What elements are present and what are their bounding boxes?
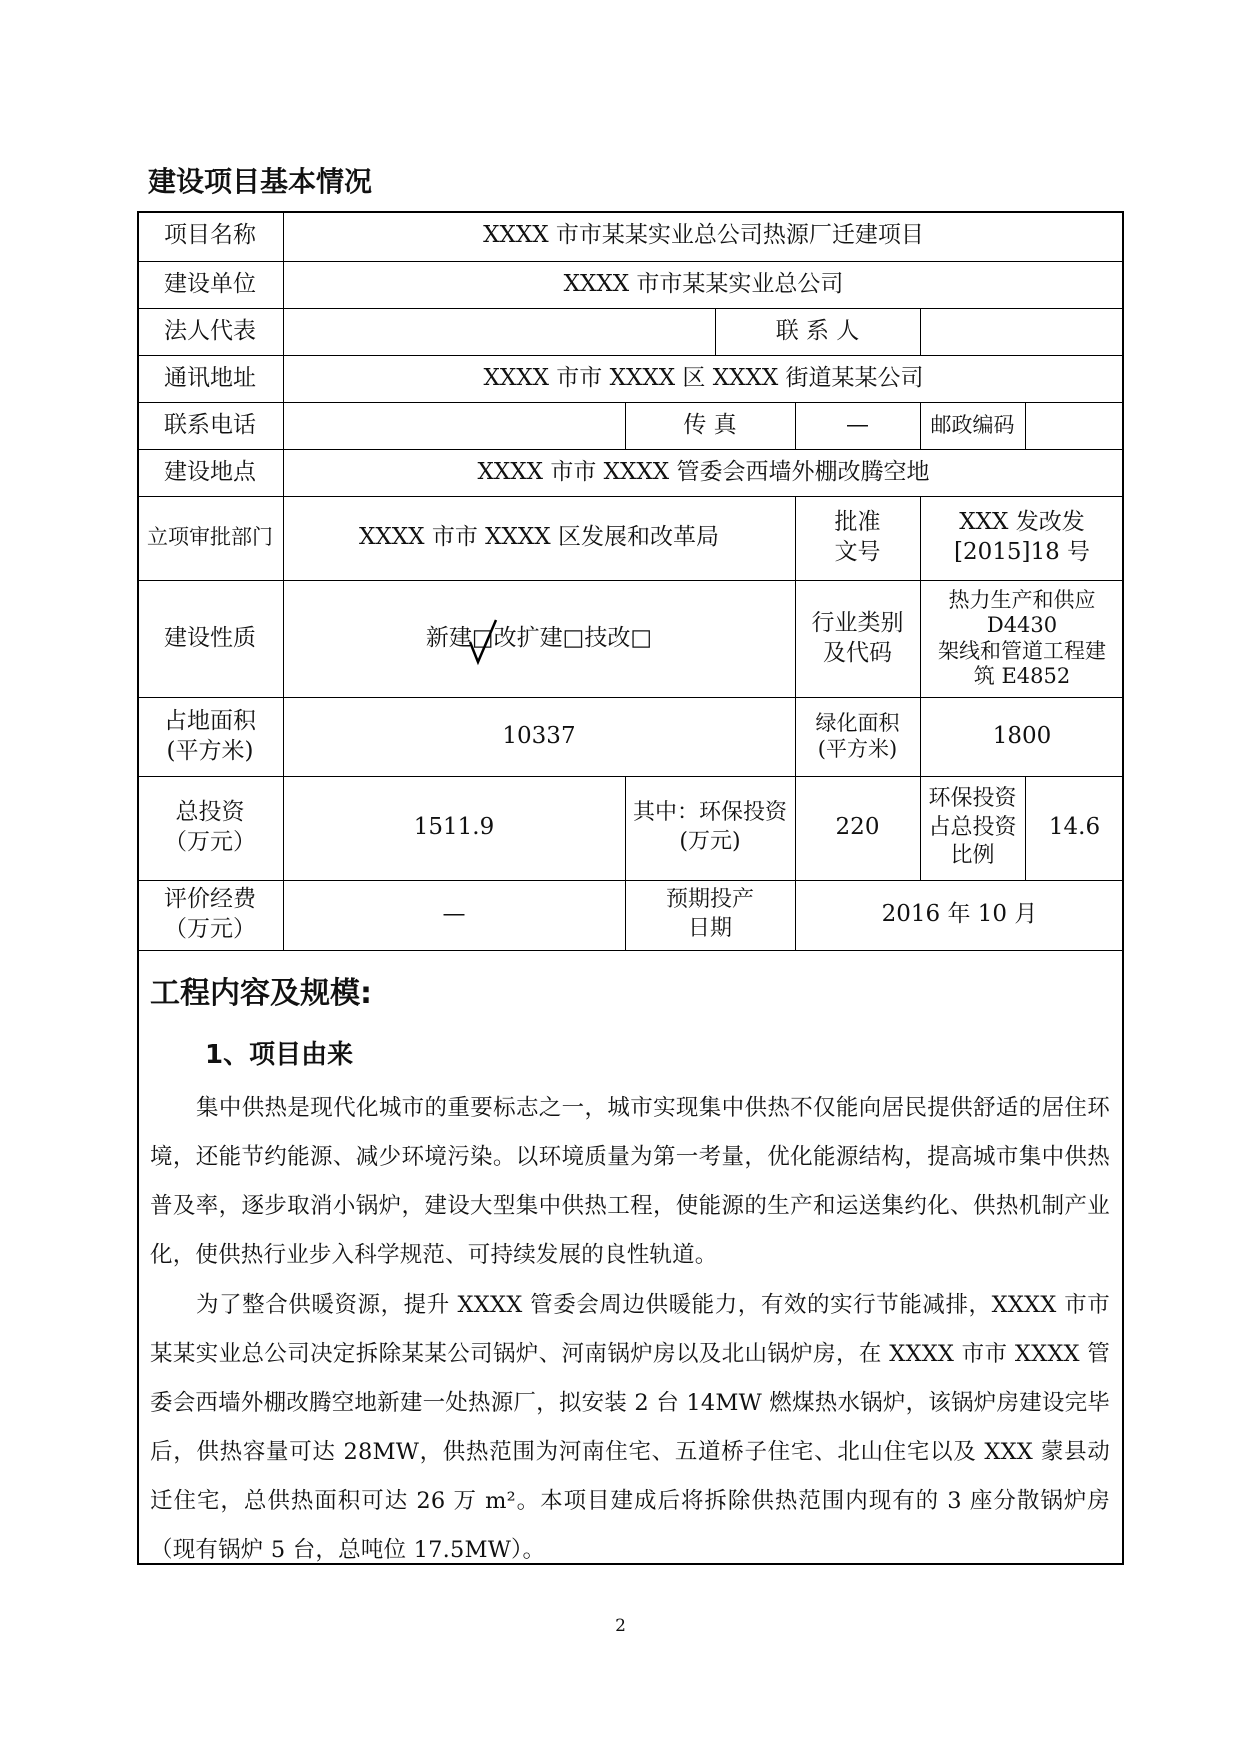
industry-line: 架线和管道工程建	[938, 638, 1106, 663]
industry-line: D4430	[986, 613, 1058, 638]
date-label-line: 预期投产	[665, 887, 754, 913]
green-label-line: 绿化面积	[815, 711, 900, 736]
area-label-line: (平方米)	[166, 737, 254, 764]
env-invest-value: 220	[835, 814, 880, 841]
checkmark-icon	[468, 618, 498, 666]
fax-value: —	[846, 411, 869, 438]
legal-rep-label: 法人代表	[164, 317, 256, 344]
env-ratio-label	[920, 776, 1025, 880]
paragraph: 集中供热是现代化城市的重要标志之一，城市实现集中供热不仅能向居民提供舒适的居住环境，还能节约能源、减少环境污染。以环境质量为第一考量，优化能源结构，提高城市集中供热普及率，逐步取消小锅炉，建设大型集中供热工程，使能源的生产和运送集约化、供热机制产业化，使供热行业步入科学规范、可持续发展的良性轨道。	[150, 1095, 1110, 1268]
green-label-line: (平方米)	[817, 736, 898, 761]
contact-label: 联 系 人	[775, 317, 860, 344]
approval-no-line: XXX 发改发	[959, 509, 1085, 536]
date-label	[625, 880, 795, 950]
invest-label-line: 总投资	[175, 799, 245, 826]
industry-label-line: 行业类别	[811, 609, 904, 636]
approval-no-line: [2015]18 号	[953, 539, 1091, 565]
approval-no-label-line: 文号	[834, 539, 881, 565]
invest-label	[137, 776, 283, 880]
page-number: 2	[615, 1616, 626, 1636]
invest-value: 1511.9	[413, 814, 495, 841]
approval-no-value	[920, 496, 1124, 580]
date-value: 2016 年 10 月	[881, 901, 1038, 928]
legal-rep-value	[283, 308, 715, 355]
env-ratio-label-line: 环保投资	[928, 786, 1017, 812]
env-ratio-label-line: 比例	[950, 843, 995, 869]
date-label-line: 日期	[687, 916, 732, 941]
row-divider	[137, 950, 1124, 951]
approval-dept-value: XXXX 市市 XXXX 区发展和改革局	[359, 524, 719, 551]
site-label: 建设地点	[164, 458, 256, 485]
green-label	[795, 697, 920, 776]
env-invest-label-line: 其中：环保投资	[632, 800, 787, 826]
contact-value	[920, 308, 1124, 355]
fax-label: 传 真	[683, 411, 737, 438]
env-invest-label-line: (万元)	[679, 829, 741, 854]
industry-label	[795, 580, 920, 697]
industry-line: 筑 E4852	[973, 663, 1071, 688]
approval-no-label	[795, 496, 920, 580]
approval-no-label-line: 批准	[834, 509, 881, 536]
industry-label-line: 及代码	[823, 639, 892, 666]
phone-label: 联系电话	[164, 411, 256, 438]
page-heading: 建设项目基本情况	[148, 165, 373, 198]
postcode-label: 邮政编码	[930, 412, 1015, 437]
env-invest-label	[625, 776, 795, 880]
eval-fee-label-line: 评价经费	[164, 886, 256, 913]
eval-fee-label-line: （万元）	[164, 916, 256, 942]
eval-fee-value: —	[442, 901, 466, 928]
industry-line: 热力生产和供应	[948, 588, 1096, 613]
phone-value	[283, 402, 625, 449]
approval-dept-label: 立项审批部门	[147, 525, 273, 550]
subsection-title: 1、项目由来	[205, 1040, 354, 1070]
green-value: 1800	[992, 722, 1052, 749]
nature-label: 建设性质	[164, 624, 256, 651]
project-name-label: 项目名称	[164, 222, 256, 249]
env-ratio-value: 14.6	[1048, 814, 1101, 841]
section-title: 工程内容及规模:	[150, 976, 372, 1011]
area-value: 10337	[502, 722, 576, 749]
address-value: XXXX 市市 XXXX 区 XXXX 街道某某公司	[483, 364, 924, 391]
nature-value: 新建□改扩建□技改□	[425, 624, 653, 651]
industry-value	[920, 580, 1124, 697]
area-label	[137, 697, 283, 776]
eval-fee-label	[137, 880, 283, 950]
address-label: 通讯地址	[164, 364, 256, 391]
project-name-value: XXXX 市市某某实业总公司热源厂迁建项目	[483, 222, 924, 249]
builder-label: 建设单位	[164, 270, 256, 297]
invest-label-line: （万元）	[164, 829, 256, 855]
paragraph: 为了整合供暖资源，提升 XXXX 管委会周边供暖能力，有效的实行节能减排，XXXX 市市某某实业总公司决定拆除某某公司锅炉、河南锅炉房以及北山锅炉房，在 XXXX 市市 XXXX 管委会西墙外棚改腾空地新建一处热源厂，拟安装 2 台 14MW 燃煤热水锅炉，该锅炉房建设完毕后，供热容量可达 28MW，供热范围为河南住宅、五道桥子住宅、北山住宅以及 XXX 蒙县动迁住宅，总供热面积可达 26 万 m²。本项目建成后将拆除供热范围内现有的 3 座分散锅炉房（现有锅炉 5 台，总吨位 17.5MW）。	[150, 1292, 1110, 1563]
area-label-line: 占地面积	[164, 707, 256, 734]
postcode-value	[1025, 402, 1124, 449]
site-value: XXXX 市市 XXXX 管委会西墙外棚改腾空地	[477, 458, 930, 485]
builder-value: XXXX 市市某某实业总公司	[563, 270, 844, 297]
env-ratio-label-line: 占总投资	[928, 814, 1017, 840]
